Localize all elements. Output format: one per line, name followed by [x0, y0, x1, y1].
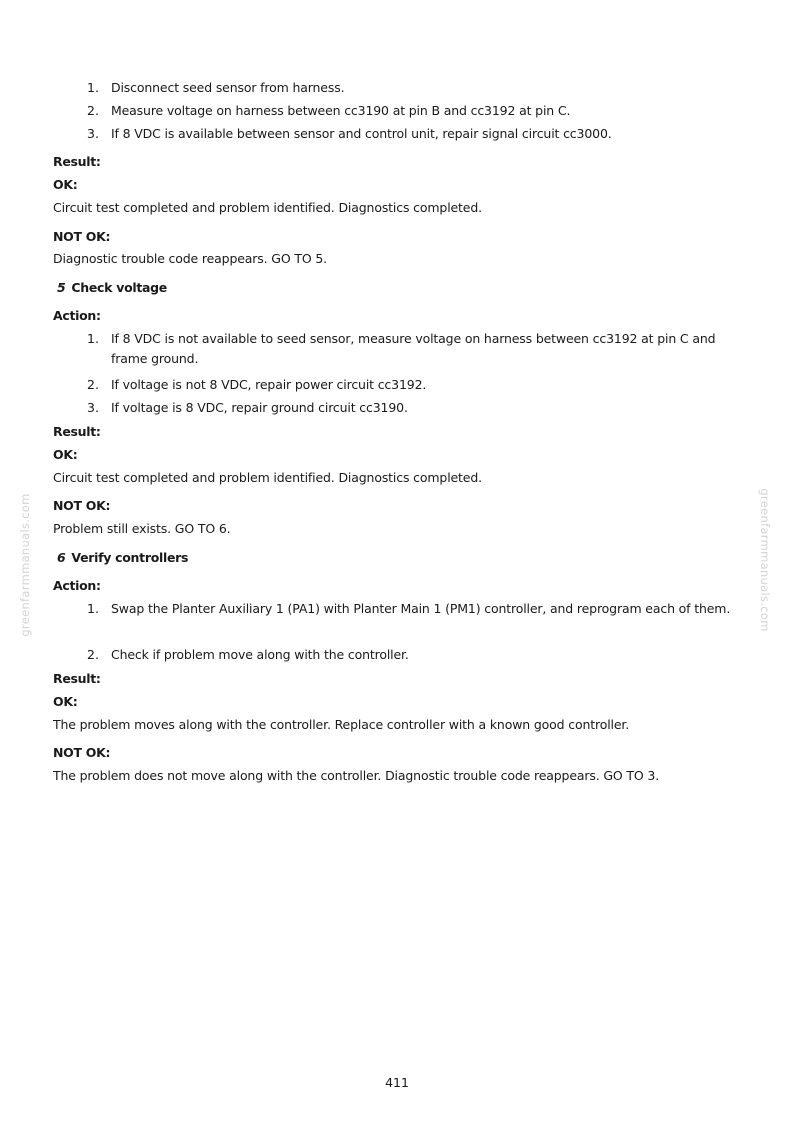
- notok-text: Problem still exists. GO TO 6.: [53, 521, 231, 536]
- step-title: Verify controllers: [71, 550, 189, 565]
- list-item: [53, 103, 753, 126]
- list-text: Check if problem move along with the controller.: [111, 647, 409, 662]
- list-text: If 8 VDC is not available to seed sensor, measure voltage on harness between cc3192 at pin C and frame ground.: [111, 331, 716, 366]
- section5-steps: [53, 331, 753, 423]
- list-number: 2.: [87, 103, 99, 118]
- list-text: If voltage is not 8 VDC, repair power circuit cc3192.: [111, 377, 427, 392]
- section4-steps: [53, 80, 753, 149]
- watermark-left: greenfarmmanuals.com: [18, 493, 32, 637]
- notok-label: NOT OK:: [53, 498, 111, 513]
- result-label: Result:: [53, 671, 101, 686]
- list-item: [53, 331, 753, 377]
- action-label: Action:: [53, 308, 101, 323]
- ok-text: Circuit test completed and problem identified. Diagnostics completed.: [53, 200, 482, 215]
- ok-text: The problem moves along with the controller. Replace controller with a known good controller.: [53, 717, 630, 732]
- list-item: [53, 377, 753, 400]
- result-label: Result:: [53, 424, 101, 439]
- section6-steps: [53, 601, 753, 670]
- list-text: If 8 VDC is available between sensor and control unit, repair signal circuit cc3000.: [111, 126, 612, 141]
- notok-text: Diagnostic trouble code reappears. GO TO 5.: [53, 251, 327, 266]
- notok-label: NOT OK:: [53, 745, 111, 760]
- step-number: 5: [57, 280, 66, 295]
- list-item: [53, 126, 753, 149]
- list-number: 2.: [87, 377, 99, 392]
- list-item: [53, 80, 753, 103]
- action-label: Action:: [53, 578, 101, 593]
- list-number: 3.: [87, 126, 99, 141]
- document-page: [53, 0, 753, 1124]
- ok-text: Circuit test completed and problem identified. Diagnostics completed.: [53, 470, 482, 485]
- list-text: Swap the Planter Auxiliary 1 (PA1) with Planter Main 1 (PM1) controller, and reprogram each of them.: [111, 601, 731, 616]
- list-item: [53, 647, 753, 670]
- ok-label: OK:: [53, 177, 78, 192]
- page-number: 411: [385, 1075, 409, 1090]
- list-text: If voltage is 8 VDC, repair ground circuit cc3190.: [111, 400, 408, 415]
- step-number: 6: [57, 550, 66, 565]
- list-number: 3.: [87, 400, 99, 415]
- list-number: 1.: [87, 601, 99, 616]
- list-item: [53, 601, 753, 647]
- step-heading-verify-controllers: [53, 550, 188, 566]
- watermark-right: greenfarmmanuals.com: [758, 488, 772, 632]
- step-heading-check-voltage: [53, 280, 167, 296]
- list-number: 1.: [87, 80, 99, 95]
- notok-text: The problem does not move along with the controller. Diagnostic trouble code reappears. GO TO 3.: [53, 768, 660, 783]
- ok-label: OK:: [53, 447, 78, 462]
- list-number: 2.: [87, 647, 99, 662]
- list-text: Disconnect seed sensor from harness.: [111, 80, 345, 95]
- notok-label: NOT OK:: [53, 229, 111, 244]
- step-title: Check voltage: [71, 280, 167, 295]
- list-text: Measure voltage on harness between cc3190 at pin B and cc3192 at pin C.: [111, 103, 571, 118]
- ok-label: OK:: [53, 694, 78, 709]
- list-number: 1.: [87, 331, 99, 346]
- list-item: [53, 400, 753, 423]
- result-label: Result:: [53, 154, 101, 169]
